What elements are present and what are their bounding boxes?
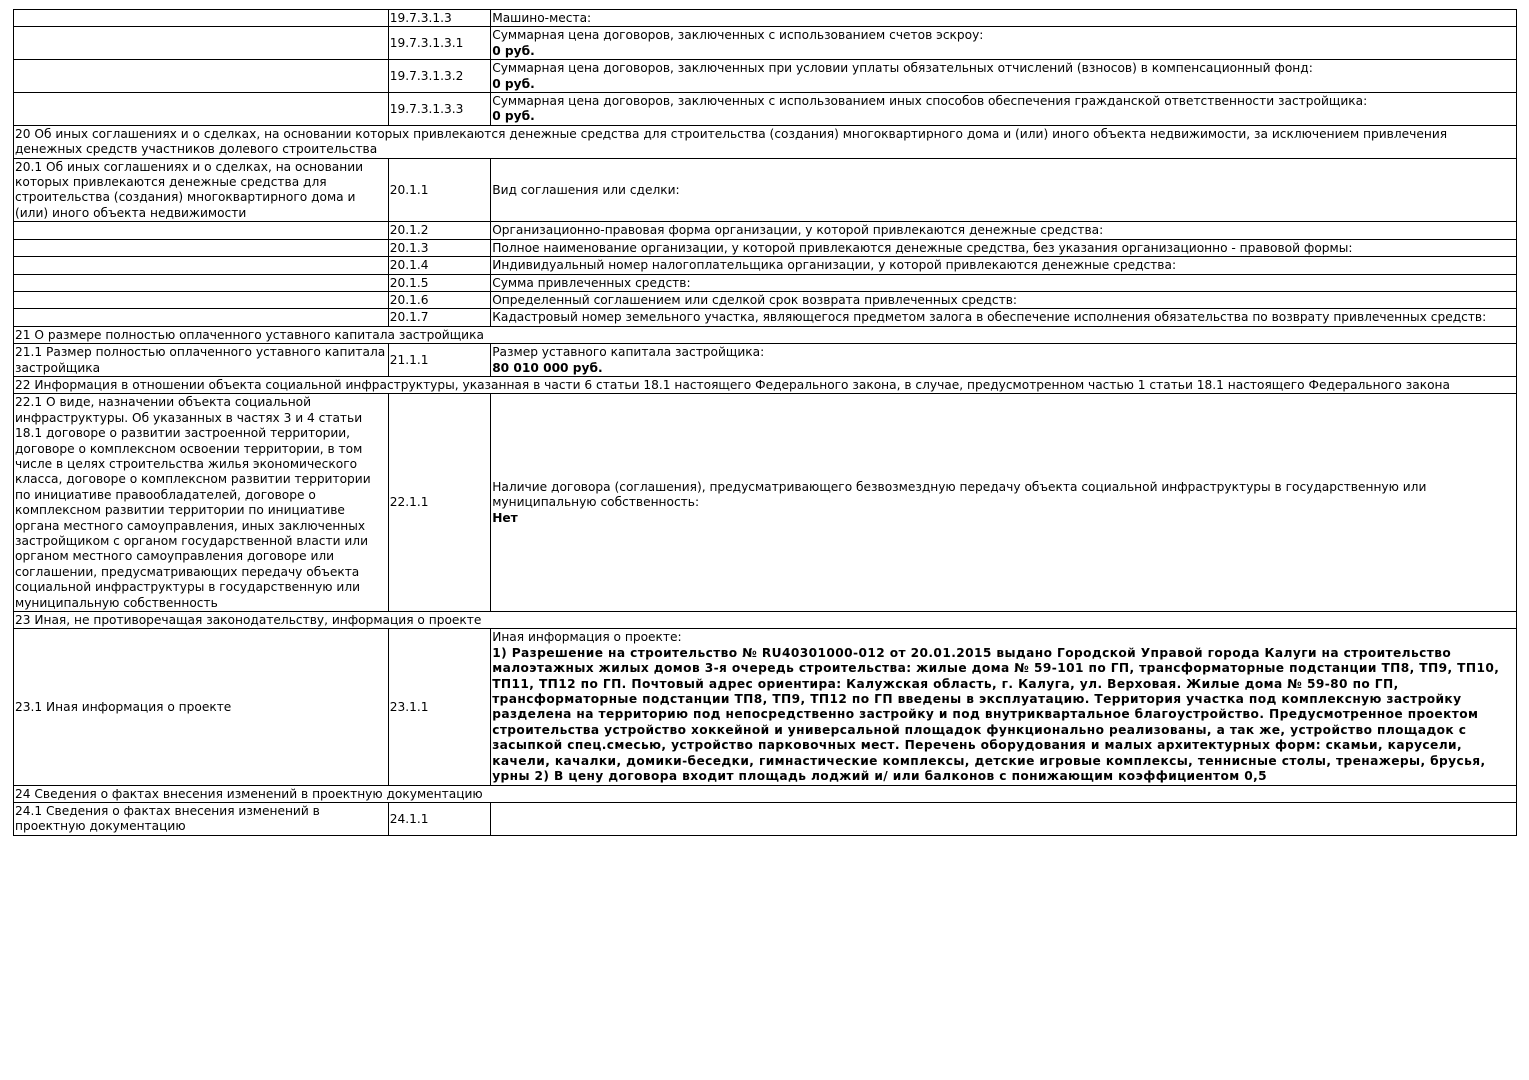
item-code: 20.1.1 (388, 158, 490, 222)
table-row (14, 257, 1517, 274)
item-label: Организационно-правовая форма организации, у которой привлекаются денежные средства: (492, 223, 1104, 238)
section-header-row (14, 125, 1517, 158)
item-content (491, 274, 1517, 291)
item-content (491, 257, 1517, 274)
table-row (14, 274, 1517, 291)
item-code: 20.1.6 (388, 291, 490, 308)
table-row (14, 291, 1517, 308)
project-declaration-table (13, 9, 1517, 836)
item-content (491, 291, 1517, 308)
subsection-title (14, 10, 389, 27)
item-label: Суммарная цена договоров, заключенных с использованием иных способов обеспечения гражданской ответственности застройщика: (492, 94, 1368, 109)
table-row (14, 344, 1517, 377)
section-header-row (14, 326, 1517, 343)
item-label: Суммарная цена договоров, заключенных с использованием счетов эскроу: (492, 28, 984, 43)
item-label: Определенный соглашением или сделкой срок возврата привлеченных средств: (492, 292, 1017, 307)
item-label: Суммарная цена договоров, заключенных при условии уплаты обязательных отчислений (взносов) в компенсационный фонд: (492, 61, 1313, 76)
subsection-title: 24.1 Сведения о фактах внесения изменений в проектную документацию (14, 802, 389, 835)
item-code: 20.1.2 (388, 222, 490, 239)
table-row (14, 27, 1517, 60)
subsection-title: 21.1 Размер полностью оплаченного уставного капитала застройщика (14, 344, 389, 377)
item-label: Иная информация о проекте: (492, 630, 682, 645)
subsection-title (14, 27, 389, 60)
item-code: 19.7.3.1.3 (388, 10, 490, 27)
subsection-title (14, 274, 389, 291)
item-content (491, 93, 1517, 126)
item-code: 24.1.1 (388, 802, 490, 835)
table-row (14, 629, 1517, 785)
item-content (491, 394, 1517, 612)
item-code: 23.1.1 (388, 629, 490, 785)
item-label: Машино-места: (492, 11, 592, 25)
section-title: 23 Иная, не противоречащая законодательству, информация о проекте (14, 612, 1517, 629)
item-label: Наличие договора (соглашения), предусматривающего безвозмездную передачу объекта социальной инфраструктуры в государственную или муниципальную собственность: (492, 480, 1427, 510)
item-code: 19.7.3.1.3.3 (388, 93, 490, 126)
subsection-title (14, 239, 389, 256)
table-row (14, 10, 1517, 27)
section-header-row (14, 376, 1517, 393)
item-label: Сумма привлеченных средств: (492, 275, 691, 290)
item-code: 21.1.1 (388, 344, 490, 377)
item-code: 20.1.7 (388, 309, 490, 326)
section-title: 20 Об иных соглашениях и о сделках, на основании которых привлекаются денежные средства для строительства (создания) многоквартирного дома и (или) иного объекта недвижимости, за исключением привлечения денежных средств участников долевого строительства (14, 125, 1517, 158)
subsection-title: 22.1 О виде, назначении объекта социальной инфраструктуры. Об указанных в частях 3 и 4 статьи 18.1 договоре о развитии застроенной территории, договоре о комплексном освоении территории, в том числе в целях строительства жилья экономического класса, договоре о комплексном развитии территории по инициативе правообладателей, договоре о комплексном развитии территории по инициативе органа местного самоуправления, иных заключенных застройщиком с органом государственной власти или органом местного самоуправления договоре или соглашении, предусматривающих передачу объекта социальной инфраструктуры в государственную или муниципальную собственность (14, 394, 389, 612)
table-row (14, 93, 1517, 126)
item-code: 19.7.3.1.3.1 (388, 27, 490, 60)
table-row (14, 60, 1517, 93)
subsection-title (14, 93, 389, 126)
subsection-title: 23.1 Иная информация о проекте (14, 629, 389, 785)
document-page (13, 9, 1517, 836)
item-content (491, 629, 1517, 785)
subsection-title (14, 309, 389, 326)
table-row (14, 802, 1517, 835)
item-content (491, 60, 1517, 93)
item-label: Индивидуальный номер налогоплательщика организации, у которой привлекаются денежные средства: (492, 258, 1177, 273)
section-title: 24 Сведения о фактах внесения изменений в проектную документацию (14, 785, 1517, 802)
table-row (14, 309, 1517, 326)
item-code: 20.1.5 (388, 274, 490, 291)
item-content (491, 239, 1517, 256)
table-row (14, 394, 1517, 612)
subsection-title: 20.1 Об иных соглашениях и о сделках, на основании которых привлекаются денежные средства для строительства (создания) многоквартирного дома и (или) иного объекта недвижимости (14, 158, 389, 222)
item-content (491, 158, 1517, 222)
item-content (491, 802, 1517, 835)
item-label: Кадастровый номер земельного участка, являющегося предметом залога в обеспечение исполнения обязательства по возврату привлеченных средств: (492, 310, 1487, 325)
item-value: 80 010 000 руб. (492, 360, 603, 375)
item-value: 0 руб. (492, 76, 535, 91)
subsection-title (14, 60, 389, 93)
item-code: 20.1.4 (388, 257, 490, 274)
item-label: Полное наименование организации, у которой привлекаются денежные средства, без указания организационно - правовой формы: (492, 240, 1353, 255)
section-header-row (14, 612, 1517, 629)
item-content (491, 222, 1517, 239)
subsection-title (14, 291, 389, 308)
table-row (14, 158, 1517, 222)
item-value: 1) Разрешение на строительство № RU40301000-012 от 20.01.2015 выдано Городской Управой города Калуги на строительство малоэтажных жилых домов 3-я очередь строительства: жилые дома № 59-101 по ГП, трансформаторные подстанции ТП8, ТП9, ТП10, ТП11, ТП12 по ГП. Почтовый адрес ориентира: Калужская область, г. Калуга, ул. Верховая. Жилые дома № 59-80 по ГП, трансформаторные подстанции ТП8, ТП9, ТП12 по ГП введены в эксплуатацию. Территория участка под комплексную застройку разделена на территорию под непосредственно застройку и под внутриквартальное благоустройство. Предусмотренное проектом строительства устройство хоккейной и универсальной площадок функционально реализованы, а так же, устройство площадок с засыпкой спец.смесью, устройство парковочных мест. Перечень оборудования и малых архитектурных форм: скамьи, карусели, качели, качалки, домики-беседки, гимнастические комплексы, детские игровые комплексы, теннисные столы, тренажеры, брусья, урны 2) В цену договора входит площадь лоджий и/ или балконов с понижающим коэффициентом 0,5 (492, 645, 1500, 784)
item-content (491, 10, 1517, 27)
section-title: 22 Информация в отношении объекта социальной инфраструктуры, указанная в части 6 статьи 18.1 настоящего Федерального закона, в случае, предусмотренном частью 1 статьи 18.1 настоящего Федерального закона (14, 376, 1517, 393)
subsection-title (14, 222, 389, 239)
subsection-title (14, 257, 389, 274)
item-value: 0 руб. (492, 109, 535, 124)
item-label: Вид соглашения или сделки: (492, 182, 680, 197)
table-body (14, 10, 1517, 836)
section-header-row (14, 785, 1517, 802)
item-value: Нет (492, 510, 518, 525)
item-code: 22.1.1 (388, 394, 490, 612)
item-content (491, 344, 1517, 377)
item-code: 20.1.3 (388, 239, 490, 256)
table-row (14, 239, 1517, 256)
item-content (491, 309, 1517, 326)
item-content (491, 27, 1517, 60)
item-value: 0 руб. (492, 43, 535, 58)
item-label: Размер уставного капитала застройщика: (492, 345, 765, 360)
item-code: 19.7.3.1.3.2 (388, 60, 490, 93)
section-title: 21 О размере полностью оплаченного уставного капитала застройщика (14, 326, 1517, 343)
table-row (14, 222, 1517, 239)
